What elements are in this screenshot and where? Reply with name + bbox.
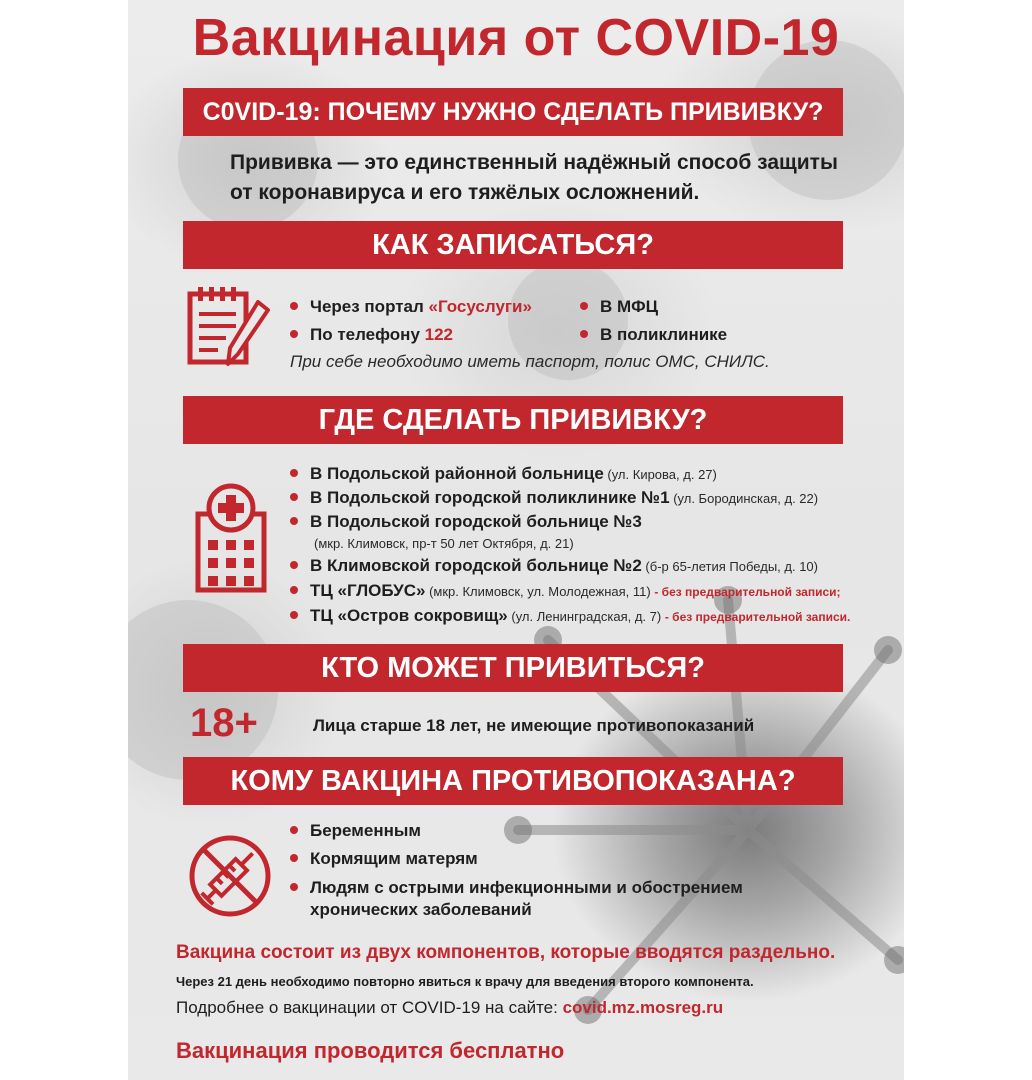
bullet-icon xyxy=(290,302,298,310)
who-description: Лица старше 18 лет, не имеющие противопоказаний xyxy=(313,716,755,735)
location-item: В Подольской районной больнице (ул. Кирова, д. 27) xyxy=(290,464,717,484)
bullet-icon xyxy=(580,330,588,338)
contra-item: Кормящим матерям xyxy=(290,849,478,869)
contra-item: Беременным xyxy=(290,821,421,841)
hospital-icon xyxy=(190,478,272,594)
contra-item-continuation: хронических заболеваний xyxy=(310,900,532,919)
more-info: Подробнее о вакцинации от COVID-19 на сайте: covid.mz.mosreg.ru xyxy=(176,998,724,1017)
clipboard-pen-icon xyxy=(186,284,272,368)
poster-title: Вакцинация от COVID-19 xyxy=(192,9,840,67)
signup-option-portal: Через портал «Госуслуги» xyxy=(290,297,532,317)
bullet-icon xyxy=(290,469,298,477)
section-heading-who: КТО МОЖЕТ ПРИВИТЬСЯ? xyxy=(183,644,843,692)
bullet-icon xyxy=(290,586,298,594)
bullet-icon xyxy=(290,883,298,891)
bullet-icon xyxy=(290,517,298,525)
bullet-icon xyxy=(290,330,298,338)
location-item: ТЦ «Остров сокровищ» (ул. Ленинградская, д. 7) - без предварительной записи. xyxy=(290,606,850,626)
location-address: (мкр. Климовск, пр-т 50 лет Октября, д. 21) xyxy=(314,536,574,551)
signup-documents-note: При себе необходимо иметь паспорт, полис ОМС, СНИЛС. xyxy=(290,352,770,371)
bullet-icon xyxy=(290,561,298,569)
section-heading-signup: КАК ЗАПИСАТЬСЯ? xyxy=(183,221,843,269)
bullet-icon xyxy=(290,854,298,862)
bullet-icon xyxy=(290,493,298,501)
bullet-icon xyxy=(290,826,298,834)
section-heading-contra: КОМУ ВАКЦИНА ПРОТИВОПОКАЗАНА? xyxy=(183,757,843,805)
components-notice: Вакцина состоит из двух компонентов, которые вводятся раздельно. xyxy=(176,942,836,963)
vaccination-poster xyxy=(128,0,904,1080)
location-item: В Подольской городской больнице №3 xyxy=(290,512,642,532)
why-line-2: от коронавируса и его тяжёлых осложнений. xyxy=(230,181,700,204)
why-line-1: Прививка — это единственный надёжный способ защиты xyxy=(230,151,838,174)
location-item: В Климовской городской больнице №2 (б-р 65-летия Победы, д. 10) xyxy=(290,556,818,576)
location-item: В Подольской городской поликлинике №1 (ул. Бородинская, д. 22) xyxy=(290,488,818,508)
signup-option-phone: По телефону 122 xyxy=(290,325,453,345)
contra-item: Людям с острыми инфекционными и обострением xyxy=(290,878,743,898)
section-heading-why: C0VID-19: ПОЧЕМУ НУЖНО СДЕЛАТЬ ПРИВИВКУ? xyxy=(183,88,843,136)
no-syringe-icon xyxy=(186,832,274,920)
signup-option-clinic: В поликлинике xyxy=(580,325,727,345)
location-item: ТЦ «ГЛОБУС» (мкр. Климовск, ул. Молодежная, 11) - без предварительной записи; xyxy=(290,581,841,601)
revisit-notice: Через 21 день необходимо повторно явиться к врачу для введения второго компонента. xyxy=(176,974,754,989)
bullet-icon xyxy=(290,611,298,619)
site-link[interactable]: covid.mz.mosreg.ru xyxy=(562,998,724,1017)
bullet-icon xyxy=(580,302,588,310)
signup-option-mfc: В МФЦ xyxy=(580,297,658,317)
section-heading-where: ГДЕ СДЕЛАТЬ ПРИВИВКУ? xyxy=(183,396,843,444)
free-vaccination-notice: Вакцинация проводится бесплатно xyxy=(176,1038,565,1063)
age-badge: 18+ xyxy=(190,701,258,745)
